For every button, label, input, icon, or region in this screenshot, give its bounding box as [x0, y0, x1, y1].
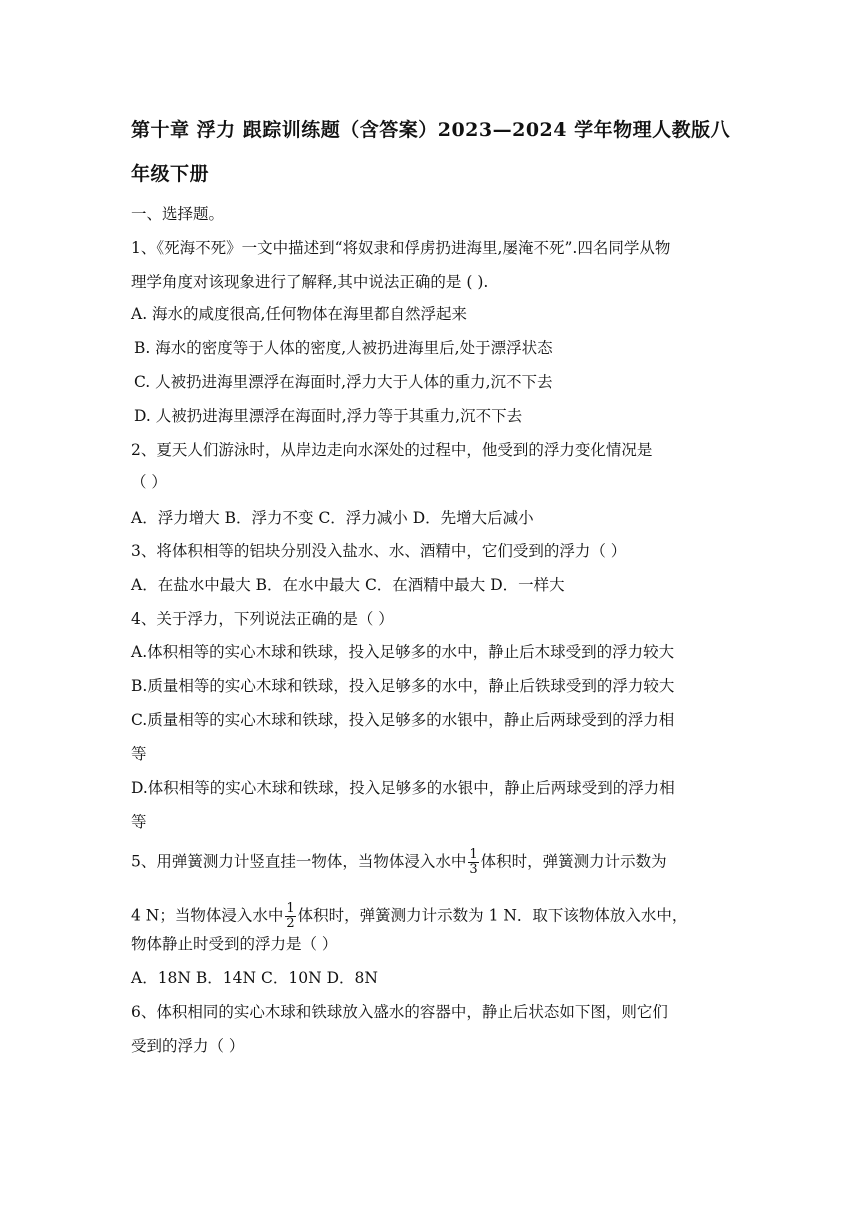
q6-stem-line-1: 6、体积相同的实心木球和铁球放入盛水的容器中，静止后状态如下图，则它们 — [131, 1003, 668, 1021]
fraction-numerator: 1 — [286, 901, 295, 916]
q5-stem-line-2 — [131, 902, 733, 931]
q3-options: A．在盐水中最大 B．在水中最大 C．在酒精中最大 D．一样大 — [131, 576, 565, 594]
q1-option-a: A. 海水的咸度很高,任何物体在海里都自然浮起来 — [131, 305, 467, 323]
fraction-one-third — [468, 848, 478, 877]
q5-text-1b: 体积时，弹簧测力计示数为 — [480, 852, 667, 871]
q3-stem: 3、将体积相等的铝块分别没入盐水、水、酒精中，它们受到的浮力（ ） — [131, 542, 627, 560]
q2-options: A．浮力增大 B．浮力不变 C．浮力减小 D．先增大后减小 — [131, 509, 534, 527]
document-title — [131, 108, 741, 196]
q4-option-c-line-1: C.质量相等的实心木球和铁球，投入足够多的水银中，静止后两球受到的浮力相 — [131, 711, 675, 729]
q4-option-d-line-1: D.体积相等的实心木球和铁球，投入足够多的水银中，静止后两球受到的浮力相 — [131, 779, 675, 797]
q4-option-c-line-2: 等 — [131, 745, 147, 763]
title-line-1: 第十章 浮力 跟踪训练题（含答案）2023—2024 学年物理人教版八 — [131, 119, 731, 141]
q2-stem-line-1: 2、夏天人们游泳时，从岸边走向水深处的过程中，他受到的浮力变化情况是 — [131, 441, 653, 459]
q5-text-2b: 体积时，弹簧测力计示数为 1 N．取下该物体放入水中， — [297, 906, 688, 925]
q2-stem-line-2: （ ） — [131, 473, 167, 491]
fraction-one-half — [285, 902, 295, 931]
q5-text-2a: 4 N；当物体浸入水中 — [131, 906, 284, 925]
q5-text-1a: 5、用弹簧测力计竖直挂一物体，当物体浸入水中 — [131, 852, 467, 871]
fraction-numerator: 1 — [469, 847, 478, 862]
q6-stem-line-2: 受到的浮力（ ） — [131, 1037, 245, 1055]
q4-option-d-line-2: 等 — [131, 813, 147, 831]
q1-option-d: D. 人被扔进海里漂浮在海面时,浮力等于其重力,沉不下去 — [134, 407, 523, 425]
q1-option-b: B. 海水的密度等于人体的密度,人被扔进海里后,处于漂浮状态 — [134, 339, 553, 357]
title-line-2: 年级下册 — [131, 163, 210, 185]
q4-stem: 4、关于浮力，下列说法正确的是（ ） — [131, 610, 394, 628]
section-heading: 一、选择题。 — [131, 205, 225, 223]
q4-option-b: B.质量相等的实心木球和铁球，投入足够多的水中，静止后铁球受到的浮力较大 — [131, 677, 675, 695]
q1-stem-line-2: 理学角度对该现象进行了解释,其中说法正确的是 ( ). — [131, 273, 489, 291]
q5-stem-line-1 — [131, 848, 733, 877]
q5-stem-line-3: 物体静止时受到的浮力是（ ） — [131, 935, 338, 953]
q5-options: A．18N B．14N C．10N D．8N — [131, 969, 378, 987]
fraction-denominator: 2 — [286, 916, 295, 931]
q4-option-a: A.体积相等的实心木球和铁球，投入足够多的水中，静止后木球受到的浮力较大 — [131, 643, 675, 661]
q1-stem-line-1: 1、《死海不死》一文中描述到“将奴隶和俘虏扔进海里,屡淹不死”.四名同学从物 — [131, 239, 671, 257]
fraction-denominator: 3 — [469, 862, 478, 877]
q1-option-c: C. 人被扔进海里漂浮在海面时,浮力大于人体的重力,沉不下去 — [134, 373, 553, 391]
